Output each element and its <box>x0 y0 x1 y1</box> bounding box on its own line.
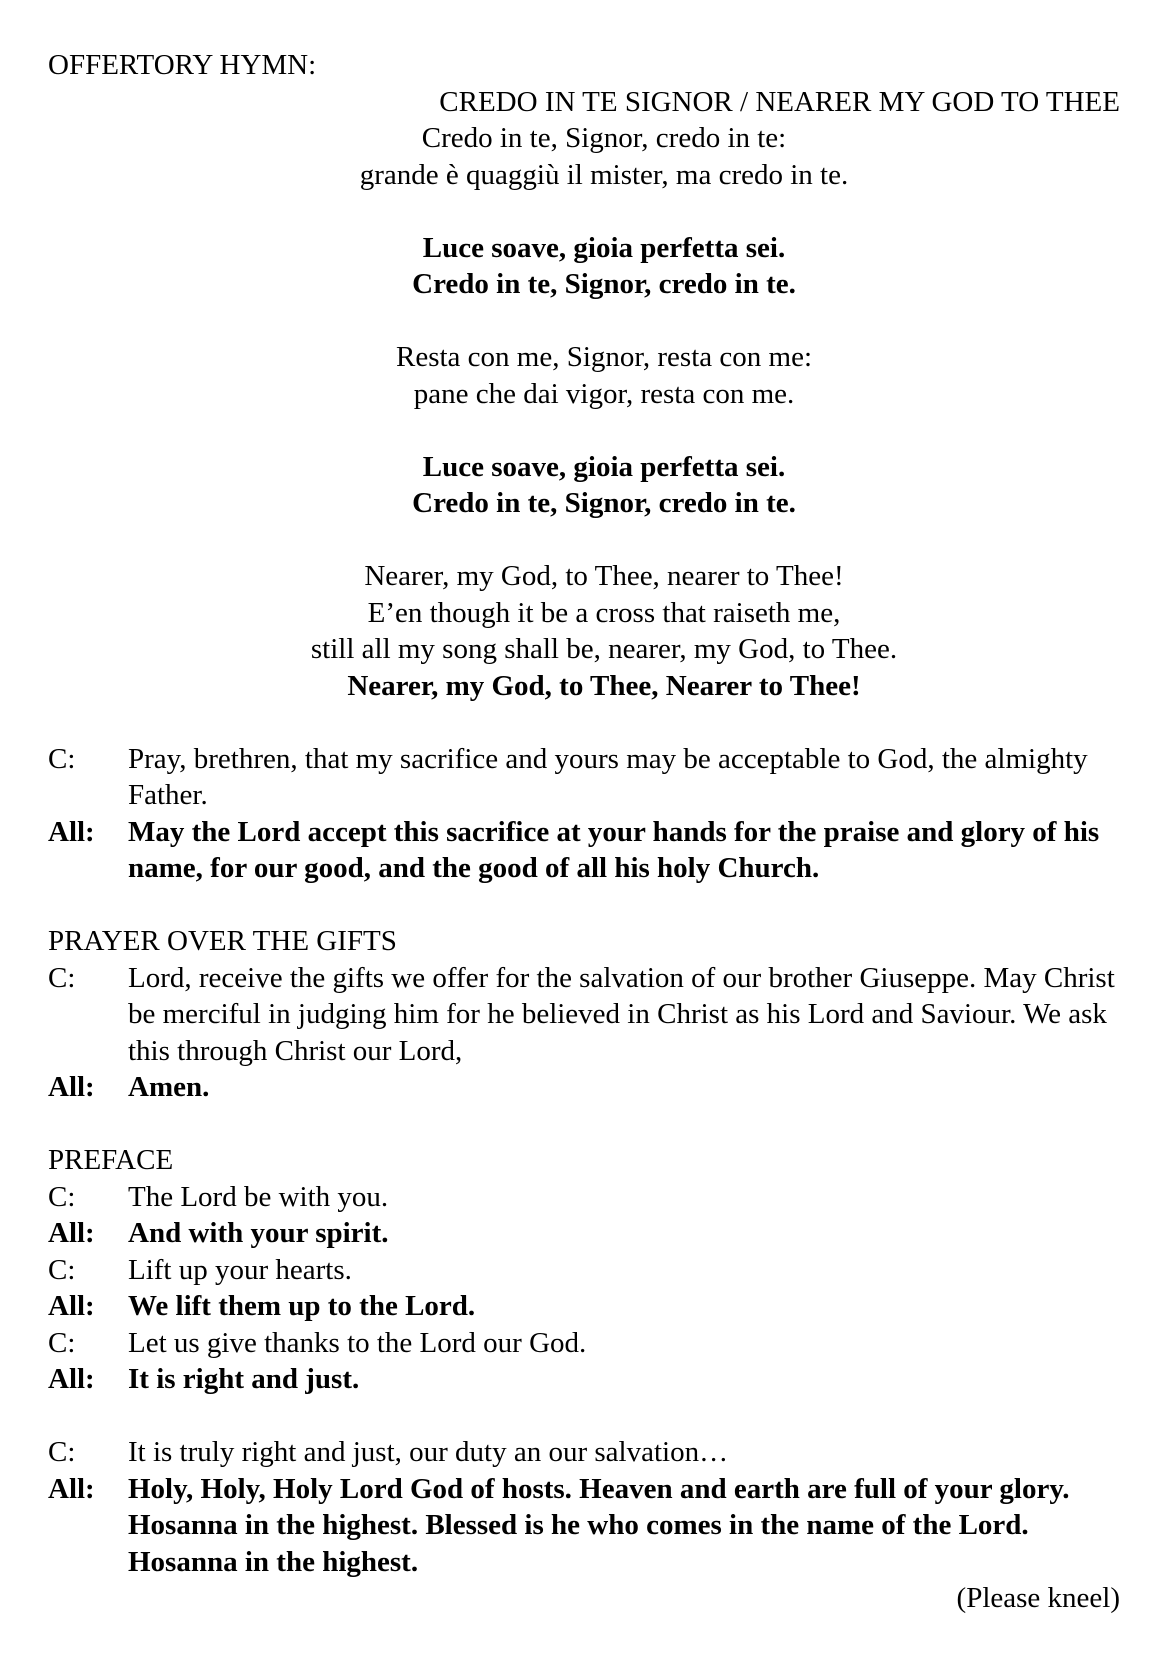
document-page <box>48 47 1120 1617</box>
dialogue-row <box>48 1434 1120 1471</box>
dialogue-row <box>48 1325 1120 1362</box>
refrain2-line2: Credo in te, Signor, credo in te. <box>412 487 796 519</box>
kneel-note: (Please kneel) <box>956 1582 1120 1614</box>
dialogue-row <box>48 741 1120 814</box>
speaker-label: C: <box>48 961 76 994</box>
dialogue-text: Let us give thanks to the Lord our God. <box>128 1326 587 1359</box>
speaker-label: All: <box>48 1472 95 1505</box>
verse3-line3: still all my song shall be, nearer, my God, to Thee. <box>310 633 898 665</box>
speaker-label: All: <box>48 815 95 848</box>
speaker-label: C: <box>48 1326 76 1359</box>
verse3-line4: Nearer, my God, to Thee, Nearer to Thee! <box>347 669 861 702</box>
dialogue-row <box>48 1215 1120 1252</box>
dialogue-row <box>48 960 1120 1070</box>
verse3-line1: Nearer, my God, to Thee, nearer to Thee! <box>364 560 844 592</box>
speaker-label: All: <box>48 1217 95 1249</box>
dialogue-row <box>48 1288 1120 1325</box>
dialogue-text: Lift up your hearts. <box>128 1253 352 1286</box>
dialogue-text: Amen. <box>128 1071 210 1103</box>
speaker-label: All: <box>48 1071 95 1103</box>
dialogue-row <box>48 1069 1120 1106</box>
dialogue-text: Pray, brethren, that my sacrifice and yours may be acceptable to God, the almighty Father. <box>128 742 1088 811</box>
dialogue-row <box>48 1471 1120 1581</box>
refrain1-line2: Credo in te, Signor, credo in te. <box>412 268 796 300</box>
verse2-line1: Resta con me, Signor, resta con me: <box>395 341 812 373</box>
dialogue-text: It is truly right and just, our duty an our salvation… <box>128 1436 729 1468</box>
speaker-label: C: <box>48 1253 76 1286</box>
dialogue-text: We lift them up to the Lord. <box>128 1290 476 1322</box>
speaker-label: C: <box>48 1180 76 1213</box>
dialogue-text: Holy, Holy, Holy Lord God of hosts. Heaven and earth are full of your glory. Hosanna in the highest. Blessed is he who comes in the name of the Lord. Hosanna in the highest. <box>128 1472 1070 1578</box>
refrain2-line1: Luce soave, gioia perfetta sei. <box>422 450 786 483</box>
dialogue-text: May the Lord accept this sacrifice at your hands for the praise and glory of his name, for our good, and the good of all his holy Church. <box>128 815 1100 884</box>
speaker-label: C: <box>48 1436 76 1468</box>
hymn-title: CREDO IN TE SIGNOR / NEARER MY GOD TO THEE <box>439 85 1120 118</box>
refrain1-line1: Luce soave, gioia perfetta sei. <box>422 231 786 264</box>
verse1-line1: Credo in te, Signor, credo in te: <box>421 122 787 154</box>
dialogue-row <box>48 1179 1120 1216</box>
gifts-heading: PRAYER OVER THE GIFTS <box>48 925 397 957</box>
dialogue-text: The Lord be with you. <box>128 1180 389 1213</box>
offertory-heading: OFFERTORY HYMN: <box>48 49 317 81</box>
preface-heading: PREFACE <box>48 1144 174 1176</box>
dialogue-row <box>48 1252 1120 1289</box>
verse1-line2: grande è quaggiù il mister, ma credo in te. <box>359 158 849 191</box>
dialogue-text: Lord, receive the gifts we offer for the salvation of our brother Giuseppe. May Christ be merciful in judging him for he believed in Christ as his Lord and Saviour. We ask this through Christ our Lord, <box>128 961 1115 1067</box>
verse3-line2: E’en though it be a cross that raiseth me, <box>367 596 841 629</box>
dialogue-text: It is right and just. <box>128 1363 360 1395</box>
speaker-label: All: <box>48 1290 95 1322</box>
speaker-label: All: <box>48 1363 95 1395</box>
speaker-label: C: <box>48 742 76 775</box>
dialogue-text: And with your spirit. <box>128 1217 389 1249</box>
dialogue-row <box>48 1361 1120 1398</box>
dialogue-row <box>48 814 1120 887</box>
verse2-line2: pane che dai vigor, resta con me. <box>413 377 795 410</box>
